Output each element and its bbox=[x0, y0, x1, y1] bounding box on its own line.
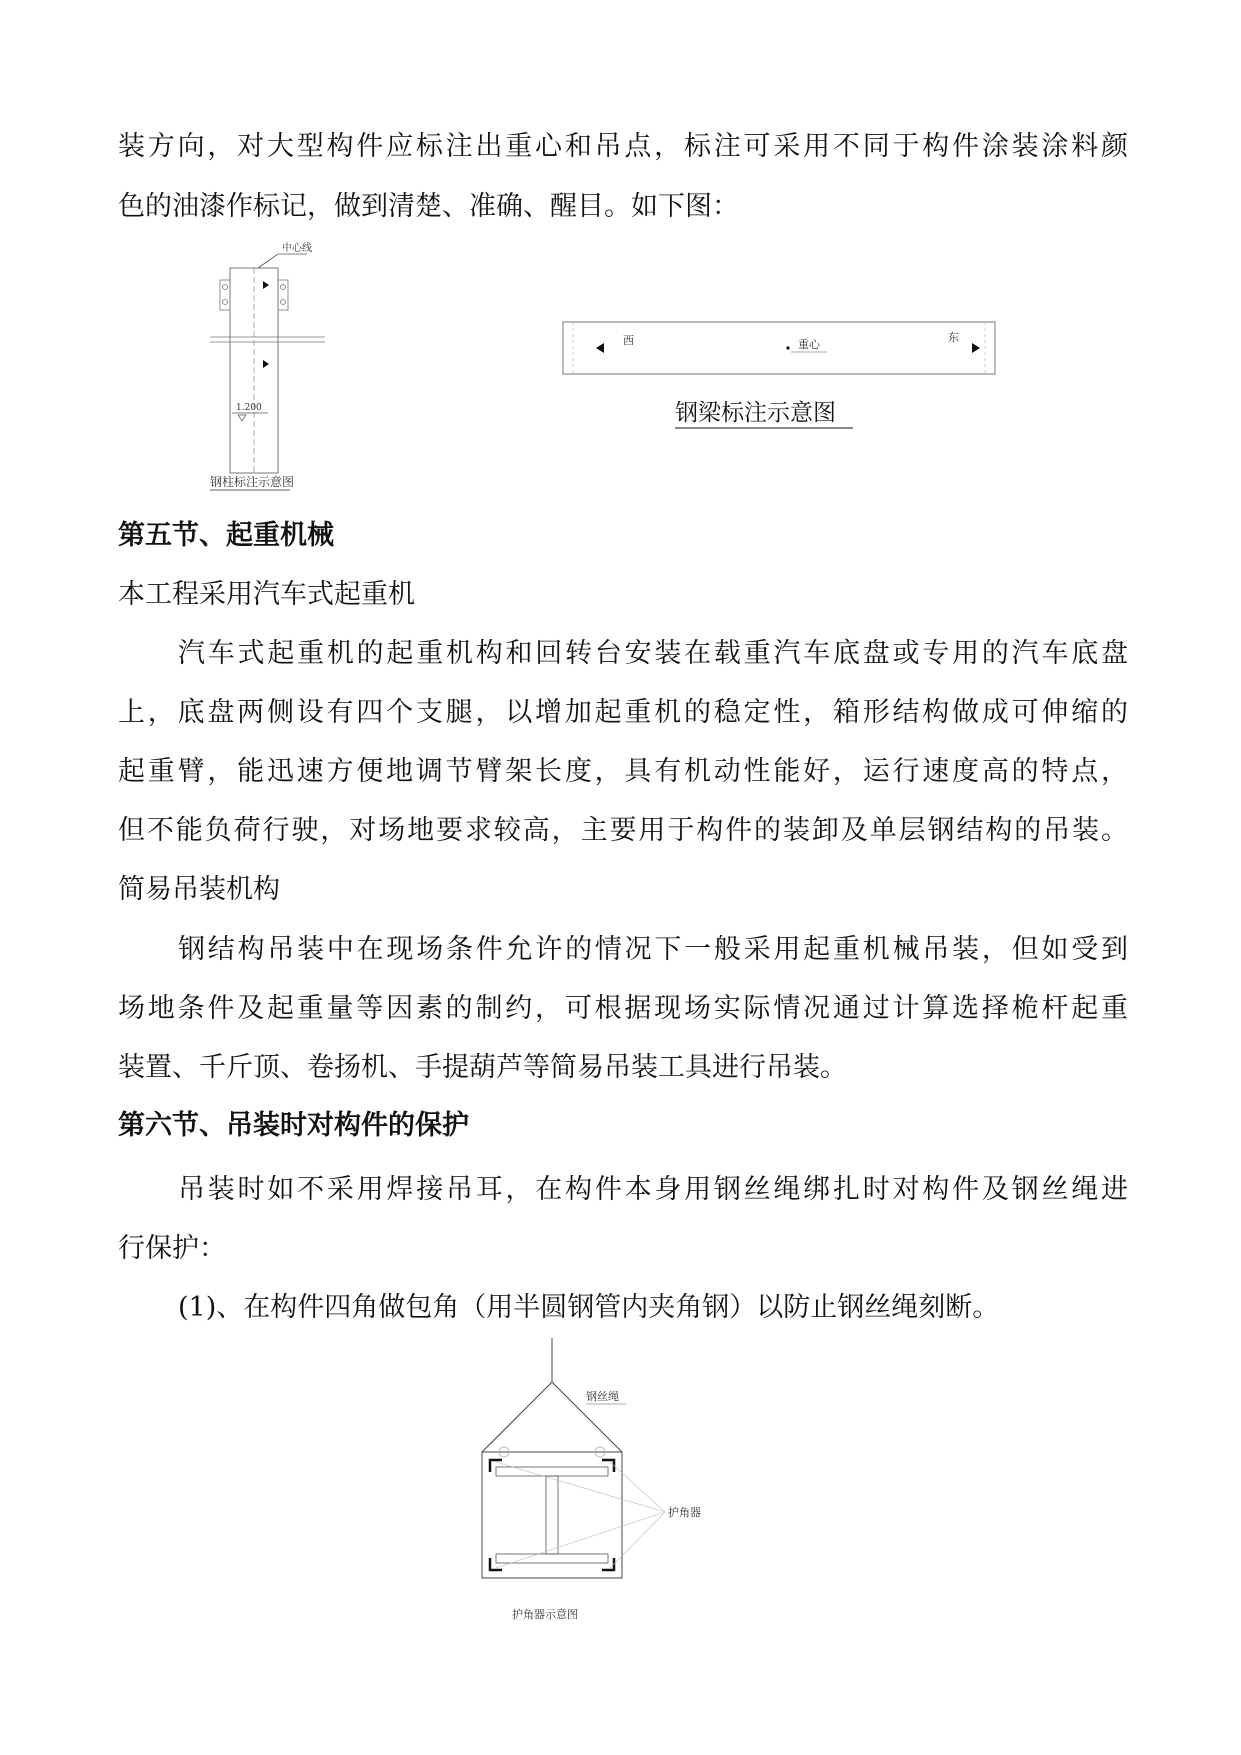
paragraph-line: 装方向，对大型构件应标注出重心和吊点，标注可采用不同于构件涂装涂料颜 bbox=[118, 131, 1128, 162]
protector-figure-caption: 护角器示意图 bbox=[512, 1608, 578, 1621]
paragraph-line: 行保护： bbox=[118, 1233, 226, 1264]
rope-label: 钢丝绳 bbox=[586, 1390, 619, 1403]
paragraph-line: (1)、在构件四角做包角（用半圆钢管内夹角钢）以防止钢丝绳刻断。 bbox=[178, 1292, 1000, 1323]
paragraph-line: 吊装时如不采用焊接吊耳，在构件本身用钢丝绳绑扎时对构件及钢丝绳进 bbox=[178, 1174, 1128, 1205]
section-heading: 第六节、吊装时对构件的保护 bbox=[118, 1110, 469, 1141]
protector-label: 护角器 bbox=[668, 1506, 701, 1519]
west-label: 西 bbox=[623, 334, 634, 347]
paragraph-line: 装置、千斤顶、卷扬机、手提葫芦等简易吊装工具进行吊装。 bbox=[118, 1052, 847, 1083]
center-line-label: 中心线 bbox=[282, 243, 312, 254]
subheading: 本工程采用汽车式起重机 bbox=[118, 579, 415, 610]
paragraph-line: 钢结构吊装中在现场条件允许的情况下一般采用起重机械吊装，但如受到 bbox=[178, 934, 1128, 965]
paragraph-line: 起重臂，能迅速方便地调节臂架长度，具有机动性能好，运行速度高的特点， bbox=[118, 756, 1128, 787]
center-of-gravity-label: 重心 bbox=[798, 338, 820, 351]
paragraph-line: 色的油漆作标记，做到清楚、准确、醒目。如下图： bbox=[118, 191, 739, 222]
column-marking-diagram bbox=[210, 238, 340, 498]
subheading: 简易吊装机构 bbox=[118, 874, 280, 905]
paragraph-line: 场地条件及起重量等因素的制约，可根据现场实际情况通过计算选择桅杆起重 bbox=[118, 993, 1128, 1024]
beam-marking-diagram bbox=[555, 318, 1005, 450]
elevation-label: 1.200 bbox=[236, 403, 262, 413]
paragraph-line: 汽车式起重机的起重机构和回转台安装在载重汽车底盘或专用的汽车底盘 bbox=[178, 638, 1128, 669]
beam-figure-caption: 钢梁标注示意图 bbox=[675, 400, 836, 426]
paragraph-line: 上，底盘两侧设有四个支腿，以增加起重机的稳定性，箱形结构做成可伸缩的 bbox=[118, 697, 1128, 728]
corner-protector-diagram bbox=[470, 1338, 730, 1628]
east-label: 东 bbox=[948, 331, 959, 344]
section-heading: 第五节、起重机械 bbox=[118, 520, 334, 551]
column-figure-caption: 钢柱标注示意图 bbox=[210, 475, 295, 489]
paragraph-line: 但不能负荷行驶，对场地要求较高，主要用于构件的装卸及单层钢结构的吊装。 bbox=[118, 815, 1128, 846]
